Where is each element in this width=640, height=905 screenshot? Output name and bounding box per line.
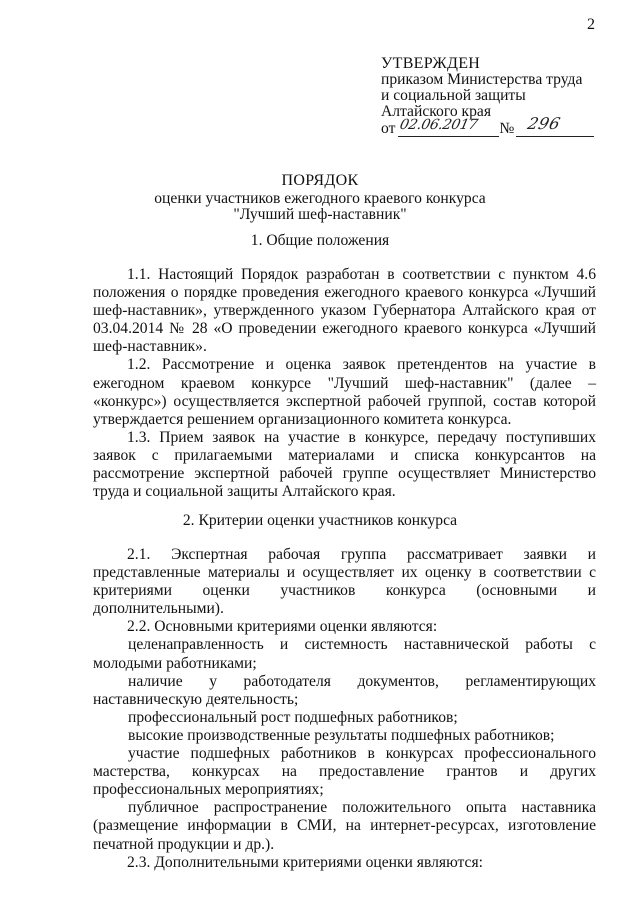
number-label: № — [499, 120, 515, 137]
criteria-item: участие подшефных работников в конкурсах профессионального мастерства, конкурсах на предоставление грантов и других профессиональных мероприятиях; — [93, 745, 596, 799]
section-body — [93, 546, 596, 872]
criteria-item: публичное распространение положительного опыта наставника (размещение информации в СМИ, на интернет-ресурсах, изготовление печатной продукции и др.). — [93, 799, 596, 853]
document-subtitle: "Лучший шеф-наставник" — [233, 206, 407, 223]
section-heading: 1. Общие положения — [250, 232, 390, 249]
from-label: от — [381, 120, 396, 137]
approval-line: и социальной защиты — [381, 87, 526, 104]
paragraph: 2.2. Основными критериями оценки являются: — [127, 618, 438, 636]
paragraph: 1.3. Прием заявок на участие в конкурсе, передачу поступивших заявок с прилагаемыми материалами и списка конкурсантов на рассмотрение экспертной рабочей группе осуществляет Министерство труда и социальной защиты Алтайского края. — [93, 428, 596, 501]
criteria-item: высокие производственные результаты подшефных работников; — [128, 726, 555, 744]
paragraph: 2.1. Экспертная рабочая группа рассматривает заявки и представленные материалы и осуществляет их оценку в соответствии с критериями оценки участников конкурса (основными и дополнительными). — [93, 546, 596, 618]
criteria-item: наличие у работодателя документов, регламентирующих наставническую деятельность; — [93, 672, 596, 708]
approval-heading: УТВЕРЖДЕН — [381, 55, 481, 72]
handwritten-number: 296 — [516, 120, 594, 137]
approval-date-line — [381, 114, 594, 137]
document-subtitle: оценки участников ежегодного краевого конкурса — [154, 190, 486, 207]
approval-line: приказом Министерства труда — [381, 71, 583, 88]
approval-stamp — [381, 56, 594, 137]
criteria-item: целенаправленность и системность наставнической работы с молодыми работниками; — [93, 636, 596, 672]
approval-line: Алтайского края — [381, 103, 491, 120]
section-body — [93, 266, 596, 501]
handwritten-date: 02.06.2017 — [398, 120, 499, 137]
criteria-item: профессиональный рост подшефных работников; — [128, 708, 458, 726]
paragraph: 1.2. Рассмотрение и оценка заявок претендентов на участие в ежегодном краевом конкурсе "Лучший шеф-наставник" (далее – «конкурс») осуществляется экспертной рабочей группой, состав которой утверждается решением организационного комитета конкурса. — [93, 356, 596, 428]
document-title: ПОРЯДОК — [281, 172, 359, 189]
paragraph: 1.1. Настоящий Порядок разработан в соответствии с пунктом 4.6 положения о порядке проведения ежегодного краевого конкурса «Лучший шеф-наставник», утвержденного указом Губернатора Алтайского края от 03.04.2014 № 28 «О проведении ежегодного краевого конкурса «Лучший шеф-наставник». — [93, 266, 596, 356]
section-heading: 2. Критерии оценки участников конкурса — [182, 512, 458, 529]
page-number: 2 — [587, 16, 595, 33]
paragraph: 2.3. Дополнительными критериями оценки являются: — [127, 853, 483, 871]
